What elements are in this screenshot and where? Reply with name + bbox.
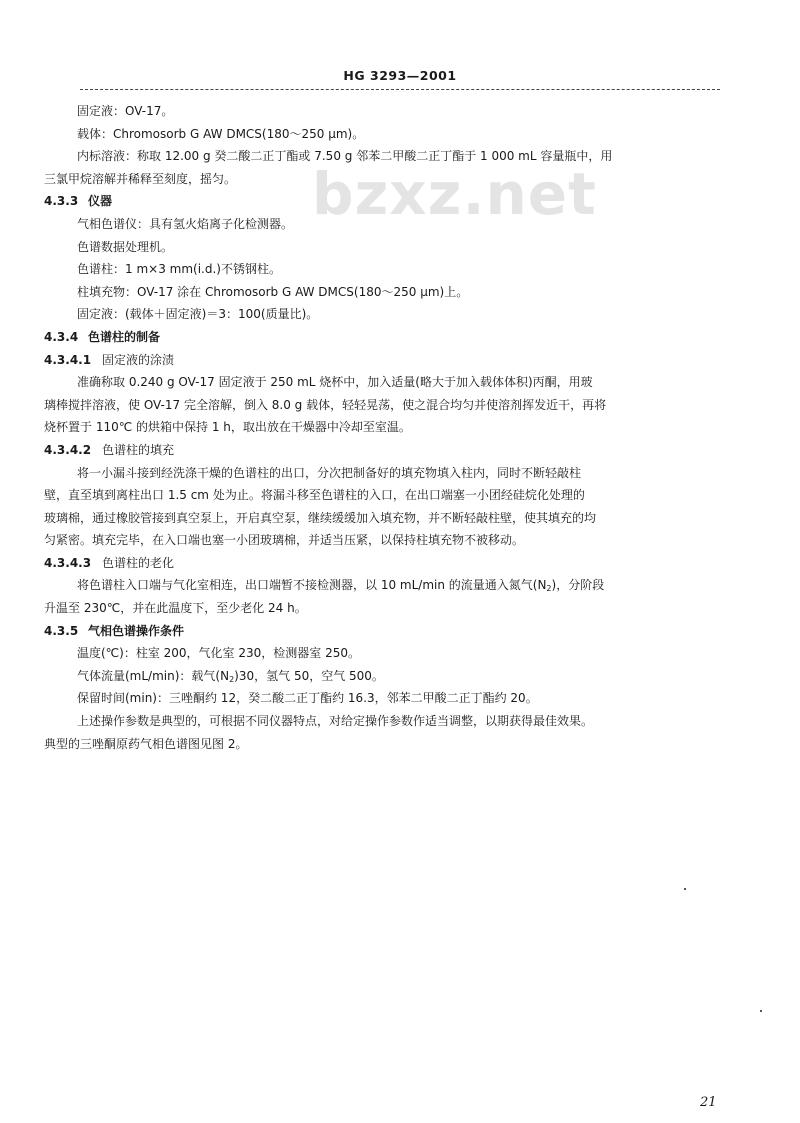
paragraph-internal-standard-cont: 三氯甲烷溶解并稀释至刻度，摇匀。 <box>44 171 237 186</box>
paragraph-data-processor: 色谱数据处理机。 <box>77 239 174 254</box>
paragraph-note-1: 上述操作参数是典型的，可根据不同仪器特点，对给定操作参数作适当调整，以期获得最佳效果。 <box>77 714 594 729</box>
paragraph-packing: 柱填充物：OV-17 涂在 Chromosorb G AW DMCS(180～250 μm)上。 <box>77 284 469 299</box>
section-title: 固定液的涂渍 <box>102 352 175 367</box>
section-number: 4.3.3 <box>44 194 79 209</box>
paragraph-support: 载体：Chromosorb G AW DMCS(180～250 μm)。 <box>77 126 365 141</box>
text-segment: 气体流量(mL/min)：载气(N <box>77 668 230 683</box>
section-heading-4-3-4-3 <box>44 552 754 575</box>
document-body <box>44 100 754 755</box>
paragraph-stationary-phase: 固定液：OV-17。 <box>77 104 174 118</box>
section-title: 色谱柱的老化 <box>102 555 175 570</box>
paragraph-note-2: 典型的三唑酮原药气相色谱图见图 2。 <box>44 736 248 751</box>
section-title: 气相色谱操作条件 <box>88 623 185 638</box>
paragraph-coating-3: 烧杯置于 110℃ 的烘箱中保持 1 h，取出放在干燥器中冷却至室温。 <box>44 420 411 435</box>
paragraph-retention-time: 保留时间(min)：三唑酮约 12，癸二酸二正丁酯约 16.3，邻苯二甲酸二正丁酯约 20。 <box>77 691 538 706</box>
section-number: 4.3.4 <box>44 329 79 344</box>
page-header <box>80 58 720 98</box>
scan-speck <box>760 1010 762 1012</box>
header-rule <box>80 89 720 90</box>
section-title: 仪器 <box>88 194 113 209</box>
watermark: bzxz.net <box>312 160 597 228</box>
paragraph-aging-2: 升温至 230℃，并在此温度下，至少老化 24 h。 <box>44 601 307 616</box>
scan-speck <box>684 888 686 890</box>
subscript: 2 <box>229 674 235 684</box>
text-segment: )，分阶段 <box>551 578 605 593</box>
paragraph-coating-2: 璃棒搅拌溶液，使 OV-17 完全溶解，倒入 8.0 g 载体，轻轻晃荡，使之混合均匀并使溶剂挥发近干，再将 <box>44 397 607 412</box>
paragraph-internal-standard: 内标溶液：称取 12.00 g 癸二酸二正丁酯或 7.50 g 邻苯二甲酸二正丁酯于 1 000 mL 容量瓶中，用 <box>77 149 613 164</box>
section-heading-4-3-4-2 <box>44 439 754 462</box>
standard-code: HG 3293—2001 <box>343 68 457 83</box>
paragraph-filling-1: 将一小漏斗接到经洗涤干燥的色谱柱的出口，分次把制备好的填充物填入柱内，同时不断轻敲柱 <box>77 465 582 480</box>
paragraph-temperature: 温度(℃)：柱室 200，气化室 230，检测器室 250。 <box>77 646 360 661</box>
section-heading-4-3-5 <box>44 620 754 643</box>
paragraph-gas-flow <box>44 665 754 688</box>
text-segment: 将色谱柱入口端与气化室相连，出口端暂不接检测器，以 10 mL/min 的流量通入氮气(N <box>77 578 547 593</box>
section-title: 色谱柱的填充 <box>102 442 175 457</box>
section-number: 4.3.4.2 <box>44 442 92 457</box>
subscript: 2 <box>546 584 552 594</box>
paragraph-filling-3: 玻璃棉，通过橡胶管接到真空泵上，开启真空泵，继续缓缓加入填充物，并不断轻敲柱壁，使其填充的均 <box>44 510 597 525</box>
text-segment: )30，氢气 50，空气 500。 <box>234 668 384 683</box>
page-number: 21 <box>700 1095 717 1110</box>
section-number: 4.3.4.3 <box>44 555 92 570</box>
section-number: 4.3.5 <box>44 623 79 638</box>
section-title: 色谱柱的制备 <box>88 329 161 344</box>
paragraph-gc: 气相色谱仪：具有氢火焰离子化检测器。 <box>77 216 294 231</box>
paragraph-aging-1 <box>44 574 754 597</box>
paragraph-column: 色谱柱：1 m×3 mm(i.d.)不锈钢柱。 <box>77 262 281 277</box>
section-heading-4-3-3 <box>44 190 754 213</box>
paragraph-coating-1: 准确称取 0.240 g OV-17 固定液于 250 mL 烧杯中，加入适量(略大于加入载体体积)丙酮，用玻 <box>77 375 593 390</box>
section-heading-4-3-4-1 <box>44 349 754 372</box>
paragraph-filling-4: 匀紧密。填充完毕，在入口端也塞一小团玻璃棉，并适当压紧，以保持柱填充物不被移动。 <box>44 533 525 548</box>
paragraph-ratio: 固定液：(载体＋固定液)＝3：100(质量比)。 <box>77 307 319 322</box>
section-number: 4.3.4.1 <box>44 352 92 367</box>
paragraph-filling-2: 壁，直至填到离柱出口 1.5 cm 处为止。将漏斗移至色谱柱的入口，在出口端塞一小团经硅烷化处理的 <box>44 488 585 503</box>
section-heading-4-3-4 <box>44 326 754 349</box>
